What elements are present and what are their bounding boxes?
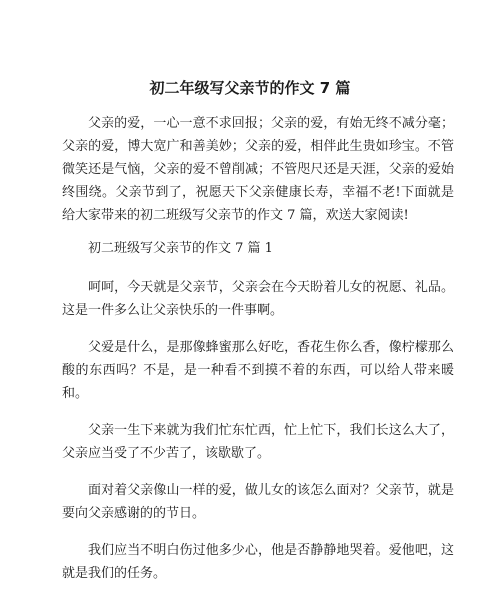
- intro-paragraph: 父亲的爱，一心一意不求回报；父亲的爱，有始无终不减分毫；父亲的爱，博大宽广和善美妙；父亲的爱，相伴此生贵如珍宝。不管微笑还是气恼，父亲的爱不曾削减；不管咫尺还是天涯，父亲的爱始终围绕。父亲节到了，祝愿天下父亲健康长寿，幸福不老!下面就是给大家带来的初二班级写父亲节的作文 7 篇，欢送大家阅读!: [62, 116, 454, 223]
- body-paragraph: 呵呵，今天就是父亲节，父亲会在今天盼着儿女的祝愿、礼品。这是一件多么让父亲快乐的一件事啊。: [62, 280, 454, 318]
- article-title: 初二年级写父亲节的作文 7 篇: [149, 79, 351, 97]
- body-paragraph: 父爱是什么，是那像蜂蜜那么好吃，香花生你么香，像柠檬那么酸的东西吗？不是，是一种看不到摸不着的东西，可以给人带来暖和。: [62, 340, 454, 401]
- body-paragraph: 我们应当不明白伤过他多少心，他是否静静地哭着。爱他吧，这就是我们的任务。: [62, 543, 454, 581]
- body-paragraph: 父亲一生下来就为我们忙东忙西，忙上忙下，我们长这么大了，父亲应当受了不少苦了，该歇歇了。: [62, 423, 454, 461]
- body-paragraph: 面对着父亲像山一样的爱，做儿女的该怎么面对？父亲节，就是要向父亲感谢的的节日。: [62, 483, 454, 521]
- article-body: [62, 112, 454, 599]
- section-subheading: 初二班级写父亲节的作文 7 篇 1: [88, 241, 273, 256]
